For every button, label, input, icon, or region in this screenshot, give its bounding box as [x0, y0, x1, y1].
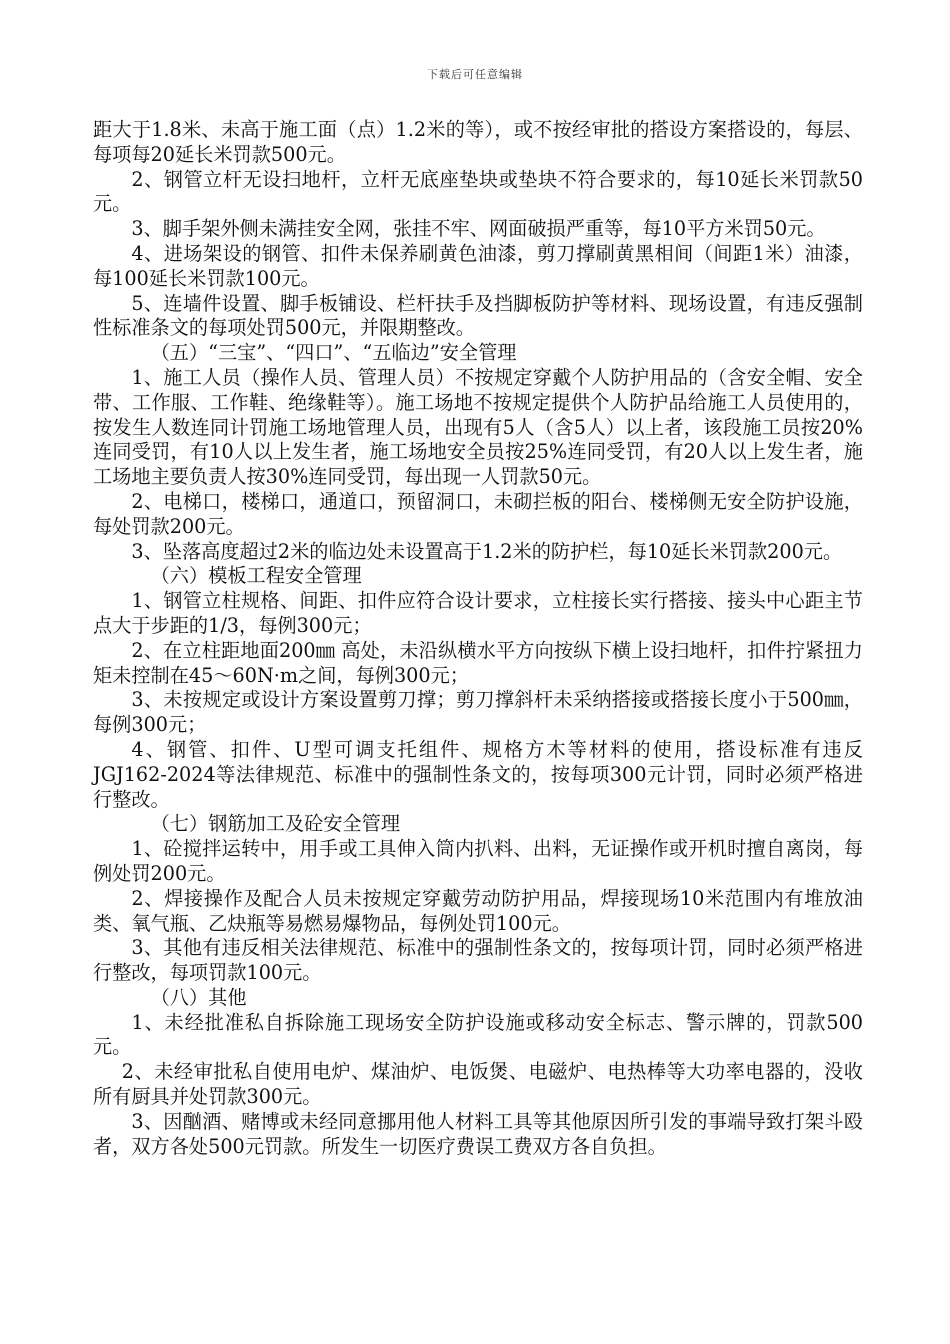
paragraph: 4、进场架设的钢管、扣件未保养刷黄色油漆，剪刀撑刷黄黑相间（间距1米）油漆，每100延长米罚款100元。: [93, 241, 863, 290]
paragraph: 1、施工人员（操作人员、管理人员）不按规定穿戴个人防护用品的（含安全帽、安全带、工作服、工作鞋、绝缘鞋等）。施工场地不按规定提供个人防护品给施工人员使用的，按发生人数连同计罚施工场地管理人员，出现有5人（含5人）以上者，该段施工员按20%连同受罚，有10人以上发生者，施工场地安全员按25%连同受罚，有20人以上发生者，施工场地主要负责人按30%连同受罚，每出现一人罚款50元。: [93, 365, 863, 489]
paragraph: 2、焊接操作及配合人员未按规定穿戴劳动防护用品，焊接现场10米范围内有堆放油类、氧气瓶、乙炔瓶等易燃易爆物品，每例处罚100元。: [93, 886, 863, 935]
paragraph: 3、因酗酒、赌博或未经同意挪用他人材料工具等其他原因所引发的事端导致打架斗殴者，双方各处500元罚款。所发生一切医疗费误工费双方各自负担。: [93, 1109, 863, 1158]
paragraph: 2、在立柱距地面200㎜ 高处，未沿纵横水平方向按纵下横上设扫地杆，扣件拧紧扭力矩未控制在45～60N·m之间，每例300元；: [93, 638, 863, 687]
section-heading: （八）其他: [150, 985, 247, 1009]
paragraph: 1、钢管立柱规格、间距、扣件应符合设计要求，立柱接长实行搭接、接头中心距主节点大于步距的1/3，每例300元；: [93, 589, 863, 637]
paragraph: 2、未经审批私自使用电炉、煤油炉、电饭煲、电磁炉、电热棒等大功率电器的，没收所有厨具并处罚款300元。: [93, 1060, 863, 1109]
section-heading: （六）模板工程安全管理: [150, 564, 362, 588]
paragraph: 2、钢管立杆无设扫地杆，立杆无底座垫块或垫块不符合要求的，每10延长米罚款50元。: [93, 167, 863, 216]
paragraph: 2、电梯口，楼梯口，通道口，预留洞口，未砌拦板的阳台、楼梯侧无安全防护设施，每处罚款200元。: [93, 489, 863, 538]
section-heading: （五）“三宝”、“四口”、“五临边”安全管理: [150, 341, 517, 365]
paragraph: 5、连墙件设置、脚手板铺设、栏杆扶手及挡脚板防护等材料、现场设置，有违反强制性标准条文的每项处罚500元，并限期整改。: [93, 291, 863, 340]
page-header: 下载后可任意编辑: [427, 68, 523, 81]
section-heading: （七）钢筋加工及砼安全管理: [150, 812, 401, 836]
paragraph: 3、脚手架外侧未满挂安全网，张挂不牢、网面破损严重等，每10平方米罚50元。: [131, 217, 826, 241]
paragraph: 4、钢管、扣件、U型可调支托组件、规格方木等材料的使用，搭设标准有违反JGJ162-2024等法律规范、标准中的强制性条文的，按每项300元计罚，同时必须严格进行整改。: [93, 737, 863, 811]
paragraph: 1、砼搅拌运转中，用手或工具伸入筒内扒料、出料，无证操作或开机时擅自离岗，每例处罚200元。: [93, 837, 863, 885]
paragraph: 3、未按规定或设计方案设置剪刀撑；剪刀撑斜杆未采纳搭接或搭接长度小于500㎜，每例300元；: [93, 688, 863, 737]
document-body: [93, 118, 863, 1159]
paragraph: 3、坠落高度超过2米的临边处未设置高于1.2米的防护栏，每10延长米罚款200元。: [131, 539, 843, 563]
paragraph: 距大于1.8米、未高于施工面（点）1.2米的等），或不按经审批的搭设方案搭设的，每层、每项每20延长米罚款500元。: [93, 118, 863, 166]
paragraph: 1、未经批准私自拆除施工现场安全防护设施或移动安全标志、警示牌的，罚款500元。: [93, 1010, 863, 1059]
paragraph: 3、其他有违反相关法律规范、标准中的强制性条文的，按每项计罚，同时必须严格进行整改，每项罚款100元。: [93, 936, 863, 985]
